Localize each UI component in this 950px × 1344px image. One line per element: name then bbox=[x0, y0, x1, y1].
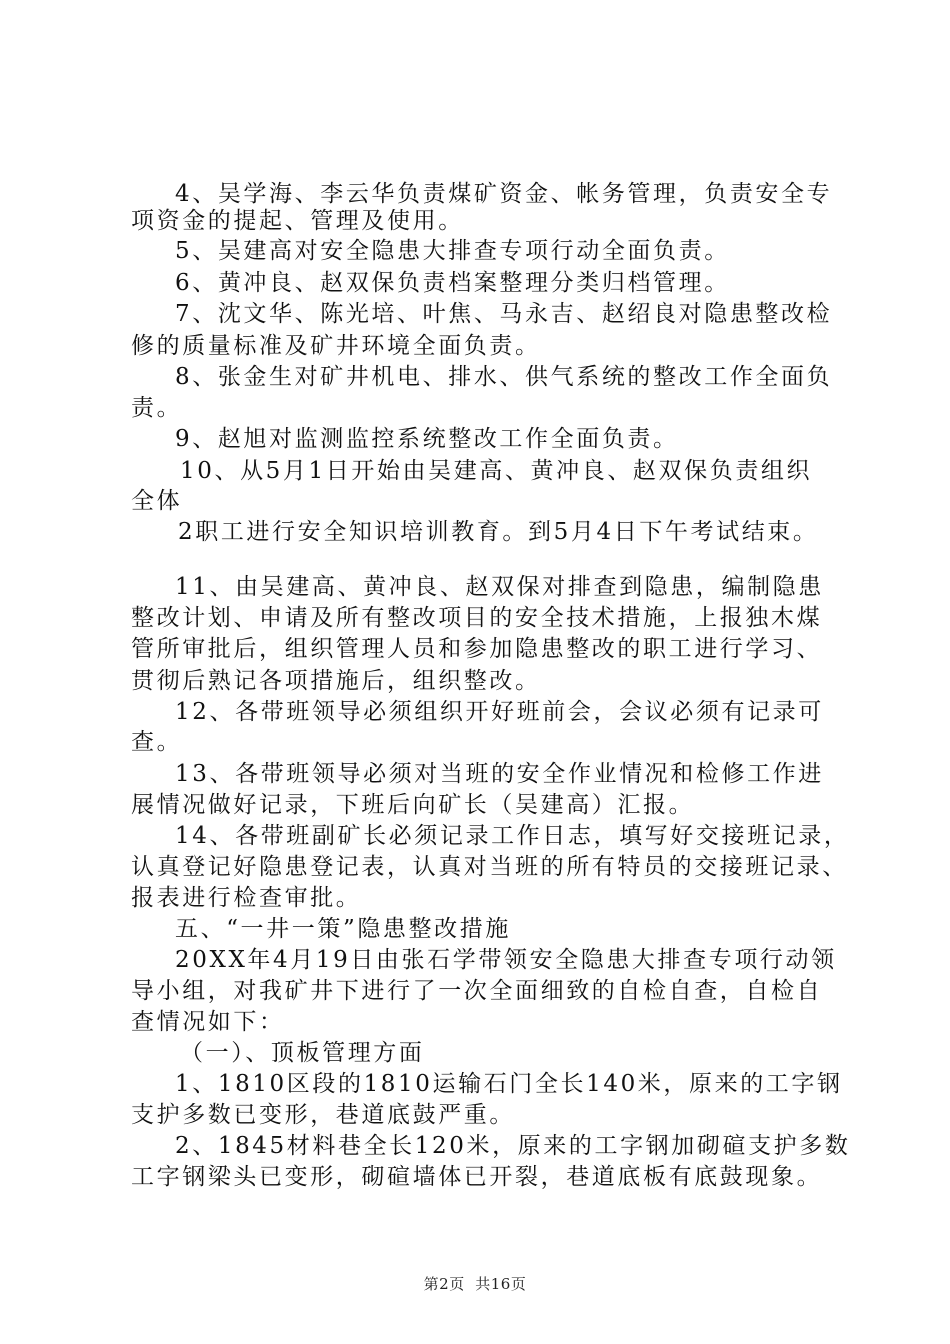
text-line-4: 6、黄冲良、赵双保负责档案整理分类归档管理。 bbox=[175, 270, 730, 296]
text-line-11: 全体 bbox=[131, 488, 183, 514]
text-line-17: 12、各带班领导必须组织开好班前会，会议必须有记录可 bbox=[175, 699, 824, 725]
subsection-heading: （一）、顶板管理方面 bbox=[180, 1040, 425, 1066]
text-line-1: 4、吴学海、李云华负责煤矿资金、帐务管理，负责安全专 bbox=[175, 181, 833, 207]
text-line-15: 管所审批后，组织管理人员和参加隐患整改的职工进行学习、 bbox=[131, 636, 823, 662]
text-line-18: 查。 bbox=[131, 729, 183, 755]
text-line-7: 8、张金生对矿井机电、排水、供气系统的整改工作全面负 bbox=[175, 364, 833, 390]
text-line-2: 项资金的提起、管理及使用。 bbox=[131, 208, 464, 234]
text-line-9: 9、赵旭对监测监控系统整改工作全面负责。 bbox=[175, 426, 679, 452]
text-line-26: 导小组，对我矿井下进行了一次全面细致的自检自查，自检自 bbox=[131, 978, 823, 1004]
text-line-5: 7、沈文华、陈光培、叶焦、马永吉、赵绍良对隐患整改检 bbox=[175, 301, 833, 327]
text-line-31: 2、1845材料巷全长120米，原来的工字钢加砌碹支护多数 bbox=[175, 1133, 851, 1159]
text-line-6: 修的质量标准及矿井环境全面负责。 bbox=[131, 333, 541, 359]
text-line-8: 责。 bbox=[131, 395, 183, 421]
text-line-14: 整改计划、申请及所有整改项目的安全技术措施，上报独木煤 bbox=[131, 605, 823, 631]
text-line-10: 10、从5月1日开始由吴建高、黄冲良、赵双保负责组织 bbox=[180, 458, 813, 484]
text-line-13: 11、由吴建高、黄冲良、赵双保对排查到隐患，编制隐患 bbox=[175, 574, 824, 600]
text-line-25: 20XX年4月19日由张石学带领安全隐患大排查专项行动领 bbox=[175, 947, 837, 973]
text-line-32: 工字钢梁头已变形，砌碹墙体已开裂，巷道底板有底鼓现象。 bbox=[131, 1164, 823, 1190]
text-line-22: 认真登记好隐患登记表，认真对当班的所有特员的交接班记录、 bbox=[131, 854, 848, 880]
page-number-footer: 第2页 共16页 bbox=[423, 1275, 527, 1293]
text-line-29: 1、1810区段的1810运输石门全长140米，原来的工字钢 bbox=[175, 1071, 843, 1097]
text-line-3: 5、吴建高对安全隐患大排查专项行动全面负责。 bbox=[175, 238, 730, 264]
text-line-23: 报表进行检查审批。 bbox=[131, 885, 362, 911]
section-heading: 五、“一井一策”隐患整改措施 bbox=[175, 916, 511, 942]
text-line-19: 13、各带班领导必须对当班的安全作业情况和检修工作进 bbox=[175, 761, 824, 787]
text-line-12: 2职工进行安全知识培训教育。到5月4日下午考试结束。 bbox=[178, 519, 819, 545]
text-line-16: 贯彻后熟记各项措施后，组织整改。 bbox=[131, 668, 541, 694]
text-line-27: 查情况如下： bbox=[131, 1009, 285, 1035]
text-line-20: 展情况做好记录，下班后向矿长（吴建高）汇报。 bbox=[131, 792, 695, 818]
text-line-21: 14、各带班副矿长必须记录工作日志，填写好交接班记录， bbox=[175, 823, 850, 849]
text-line-30: 支护多数已变形，巷道底鼓严重。 bbox=[131, 1102, 515, 1128]
